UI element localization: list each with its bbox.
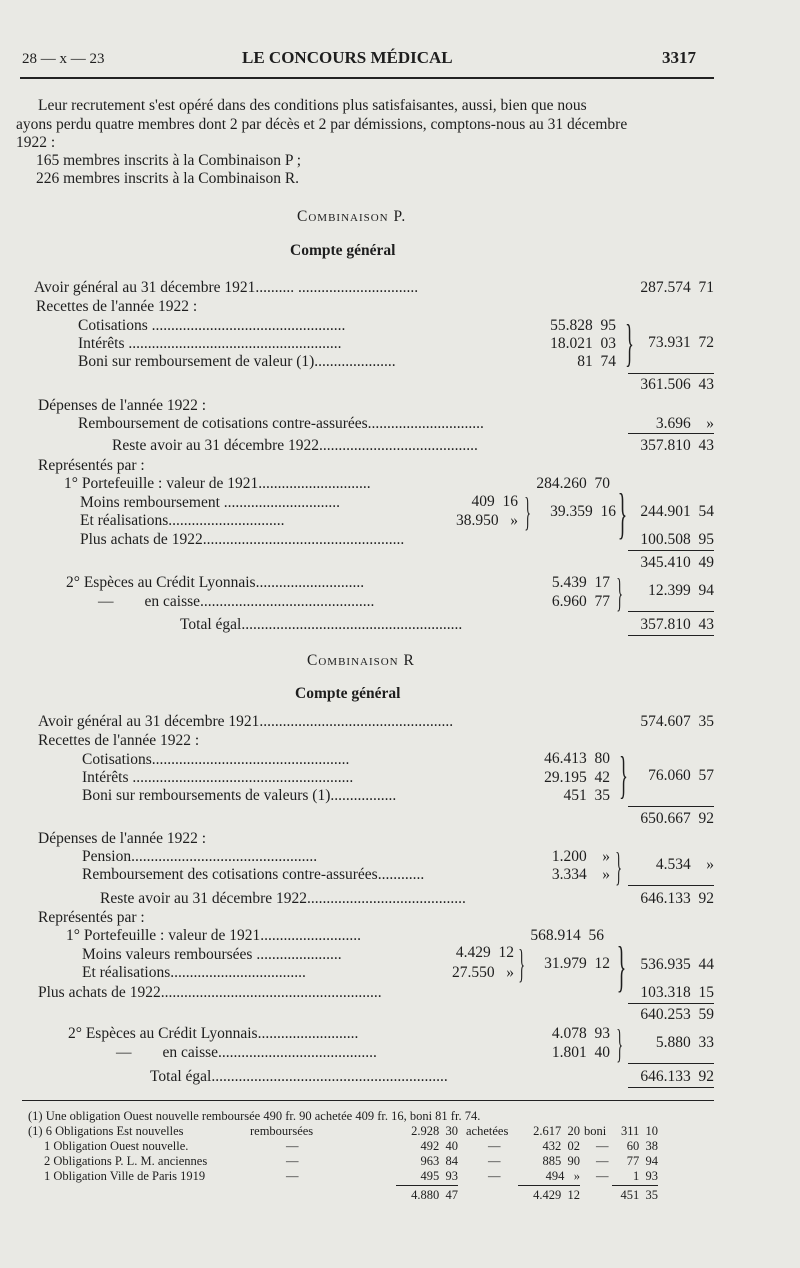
p-row-label: Remboursement de cotisations contre-assurées.............................. [78,415,484,432]
p-row-amount: 284.260 70 [536,475,610,492]
p-row-amount: 39.359 16 [550,503,616,520]
r-row-label: Cotisations................................................... [82,751,350,768]
r-row-amount: 568.914 56 [530,927,604,944]
brace-right: } [616,1021,623,1066]
p-row-label: Et réalisations.............................. [80,512,285,529]
footnote-boni: 1 93 [633,1169,658,1183]
p-row-label: Représentés par : [38,457,145,474]
r-row-label: Avoir général au 31 décembre 1921.................................................. [38,713,454,730]
r-row-amount: 46.413 80 [544,750,610,767]
footnote-achete-label: achetées [466,1124,509,1138]
footnote-boni-label: boni [584,1124,607,1138]
page-section-number: 28 — x — 23 [22,51,105,67]
brace-right: } [625,315,634,372]
footnote-achete: 494 » [545,1169,580,1183]
p-row-label: — en caisse............................................. [98,593,375,610]
intro-line-1: Leur recrutement s'est opéré dans des conditions plus satisfaisantes, aussi, bien que nous [38,97,587,114]
footnote-boni-label: — [596,1139,609,1153]
footnote-total-boni: 451 35 [620,1188,658,1202]
r-row-label: 2° Espèces au Crédit Lyonnais.......................... [68,1025,359,1042]
r-row-sub: 27.550 » [452,964,514,981]
footnote-rule [22,1100,714,1101]
footnote-achete: 885 90 [542,1154,580,1168]
r-row-label: Et réalisations................................... [82,964,306,981]
brace-right: } [619,747,628,804]
footnote-row-kind: remboursées [250,1124,314,1138]
footnote-row-kind: — [286,1154,299,1168]
r-row-amount: 31.979 12 [544,955,610,972]
r-row-total: 640.253 59 [640,1006,714,1023]
p-row-label: Moins remboursement .............................. [80,494,341,511]
p-row-total: 12.399 94 [648,582,714,599]
section-r-subheading: Compte général [295,685,401,702]
r-row-label: Reste avoir au 31 décembre 1922......................................... [100,890,466,907]
r-row-label: Intérêts ......................................................... [82,769,354,786]
p-row-amount: 5.439 17 [551,574,610,591]
p-row-total: 345.410 49 [640,554,714,571]
p-row-sub: 38.950 » [456,512,518,529]
p-row-amount: 81 74 [577,353,616,370]
footnote-boni-label: — [596,1169,609,1183]
p-row-amount: 6.960 77 [551,593,610,610]
footnote-row-label: 1 Obligation Ville de Paris 1919 [44,1169,206,1183]
r-row-amount: 1.801 40 [551,1044,610,1061]
brace-right: } [616,570,623,615]
footnote-sum-rule [396,1185,458,1186]
p-row-label: Avoir général au 31 décembre 1921.......... ............................... [34,279,419,296]
p-row-label: Dépenses de l'année 1922 : [38,397,207,414]
r-row-total: 4.534 » [655,856,714,873]
brace-right: } [616,936,627,998]
r-row-label: Pension................................................ [82,848,318,865]
footnote-total-rembourse: 4.880 47 [411,1188,458,1202]
header-rule [20,77,714,79]
r-row-total: 574.607 35 [640,713,714,730]
r-row-amount: 4.078 93 [551,1025,610,1042]
sum-rule [628,806,714,807]
footnote-row-kind: — [286,1139,299,1153]
footnote-row-kind: — [286,1169,299,1183]
sum-rule [628,550,714,551]
r-row-amount: 3.334 » [551,866,610,883]
footnote-row-label: 2 Obligations P. L. M. anciennes [44,1154,208,1168]
footnote-boni: 77 94 [626,1154,658,1168]
sum-rule [628,1087,714,1088]
p-row-label: Total égal......................................................... [180,616,463,633]
r-row-total: 650.667 92 [640,810,714,827]
p-row-label: Recettes de l'année 1922 : [36,298,198,315]
section-p-heading: Combinaison P. [297,208,407,225]
sum-rule [628,373,714,374]
p-row-label: Intérêts ....................................................... [78,335,342,352]
p-row-total: 357.810 43 [640,616,714,633]
p-row-total: 3.696 » [655,415,714,432]
intro-line-2: ayons perdu quatre membres dont 2 par décès et 2 par démissions, comptons-nous au 31 décembre [16,116,628,133]
footnote-rembourse: 2.928 30 [411,1124,458,1138]
footnote-p: (1) Une obligation Ouest nouvelle remboursée 490 fr. 90 achetée 409 fr. 16, boni 81 fr. 74. [28,1109,481,1123]
sum-rule [628,611,714,612]
p-row-label: 1° Portefeuille : valeur de 1921............................. [64,475,371,492]
footnote-sum-rule [518,1185,580,1186]
footnote-row-label: 1 Obligation Ouest nouvelle. [44,1139,189,1153]
r-row-amount: 29.195 42 [544,769,610,786]
r-row-amount: 451 35 [563,787,610,804]
intro-line-3: 1922 : [16,134,56,151]
sum-rule [628,1003,714,1004]
r-row-label: — en caisse......................................... [116,1044,377,1061]
sum-rule [628,433,714,434]
r-row-label: Recettes de l'année 1922 : [38,732,200,749]
brace-right: } [615,844,622,889]
brace-right: } [617,483,628,545]
p-row-total: 73.931 72 [648,334,714,351]
sum-rule [628,635,714,636]
p-row-label: Boni sur remboursement de valeur (1)..................... [78,353,396,370]
section-r-heading: Combinaison R [307,652,415,669]
p-row-total: 287.574 71 [640,279,714,296]
footnote-rembourse: 963 84 [420,1154,458,1168]
intro-line-5: 226 membres inscrits à la Combinaison R. [36,170,300,187]
section-p-subheading: Compte général [290,242,396,259]
r-row-label: Remboursement des cotisations contre-assurées............ [82,866,425,883]
footnote-achete: 2.617 20 [533,1124,580,1138]
footnote-achete-label: — [488,1169,501,1183]
p-row-total: 357.810 43 [640,437,714,454]
p-row-amount: 55.828 95 [550,317,616,334]
r-row-amount: 1.200 » [551,848,610,865]
brace-right: } [518,941,525,986]
footnote-rembourse: 492 40 [420,1139,458,1153]
r-row-total: 646.133 92 [640,890,714,907]
r-row-total: 536.935 44 [640,956,714,973]
r-row-label: Représentés par : [38,909,145,926]
r-row-total: 646.133 92 [640,1068,714,1085]
r-row-label: Dépenses de l'année 1922 : [38,830,207,847]
footnote-achete-label: — [488,1139,501,1153]
intro-line-4: 165 membres inscrits à la Combinaison P ; [36,152,302,169]
footnote-achete: 432 02 [542,1139,580,1153]
footnote-row-label: (1) 6 Obligations Est nouvelles [28,1124,184,1138]
sum-rule [628,1063,714,1064]
footnote-boni-label: — [596,1154,609,1168]
p-row-amount: 18.021 03 [550,335,616,352]
footnote-rembourse: 495 93 [420,1169,458,1183]
brace-right: } [524,489,531,534]
r-row-label: Total égal............................................................. [150,1068,448,1085]
footnote-boni: 60 38 [626,1139,658,1153]
r-row-label: 1° Portefeuille : valeur de 1921.......................... [66,927,362,944]
p-row-total: 361.506 43 [640,376,714,393]
footnote-boni: 311 10 [620,1124,658,1138]
r-row-total: 5.880 33 [655,1034,714,1051]
r-row-total: 103.318 15 [640,984,714,1001]
p-row-label: Cotisations .................................................. [78,317,346,334]
p-row-total: 100.508 95 [640,531,714,548]
p-row-label: 2° Espèces au Crédit Lyonnais............................ [66,574,365,591]
journal-title: LE CONCOURS MÉDICAL [242,48,453,67]
footnote-total-achete: 4.429 12 [533,1188,580,1202]
r-row-sub: 4.429 12 [455,944,514,961]
p-row-sub: 409 16 [471,493,518,510]
footnote-achete-label: — [488,1154,501,1168]
footnote-sum-rule [612,1185,658,1186]
r-row-total: 76.060 57 [648,767,714,784]
p-row-label: Reste avoir au 31 décembre 1922......................................... [112,437,478,454]
r-row-label: Plus achats de 1922......................................................... [38,984,382,1001]
page-number: 3317 [662,48,696,67]
p-row-label: Plus achats de 1922.................................................... [80,531,405,548]
p-row-total: 244.901 54 [640,503,714,520]
r-row-label: Moins valeurs remboursées ...................... [82,946,342,963]
r-row-label: Boni sur remboursements de valeurs (1)................. [82,787,397,804]
sum-rule [628,885,714,886]
